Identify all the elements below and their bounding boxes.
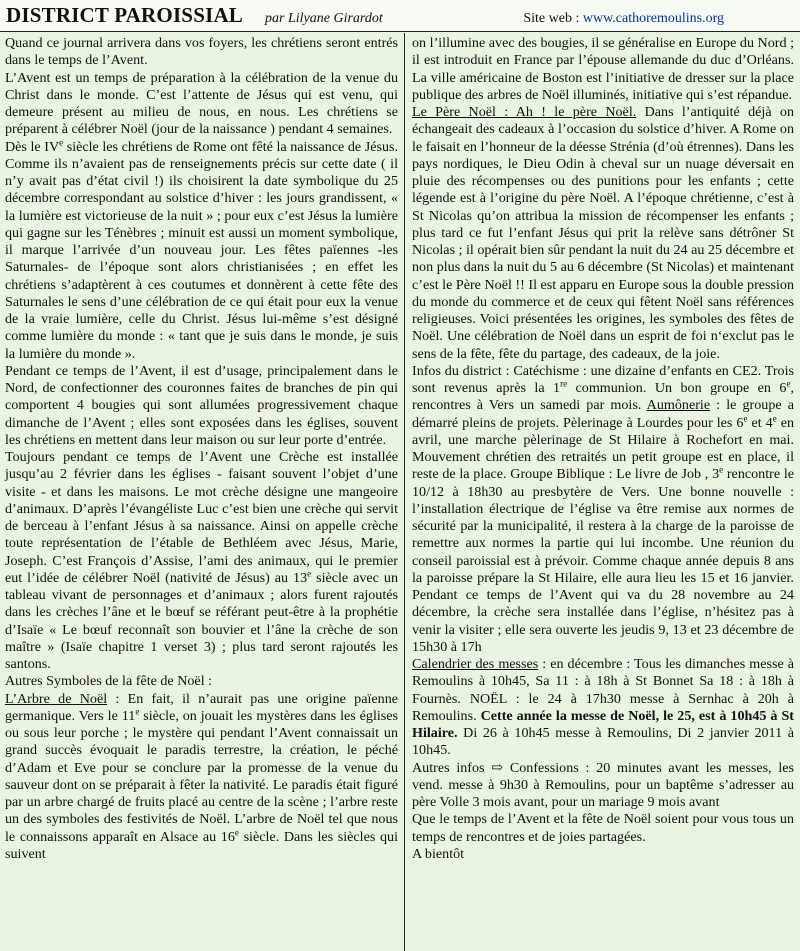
- paragraph-arbre: L’Arbre de Noël : En fait, il n’aurait pas une origine païenne germanique. Vers le 11e siècle, on jouait les mystères dans les églises ou sous leur porche ; le mystère qui pendant l’Avent connaissait un grand succès évoquait le paradis terrestre, la création, le péché d’Adam et Eve pour se conclure par la promesse de la venue du sauveur dont on se préparait à fêter la nativité. Le paradis était figuré par un arbre chargé de fruits placé au centre de la scène ; l’arbre reste un des symboles des festivités de Noël. L’arbre de Noël tel que nous le connaissons apparaît en Alsace au 16e siècle. Dans les siècles qui suivent: [5, 690, 399, 862]
- website-link[interactable]: www.cathoremoulins.org: [582, 11, 724, 26]
- paragraph-arbre-cont: on l’illumine avec des bougies, il se généralise en Europe du Nord ; il est introduit en France par l’épouse allemande du duc d’Orléans. La ville américaine de Boston est l’initiative de dresser sur la place publique des arbres de Noël illuminés, initiative qui s’est répandue.: [412, 35, 794, 103]
- pere-noel-heading: Le Père Noël : Ah ! le père Noël.: [412, 104, 637, 120]
- noel-mass-highlight: Cette année la messe de Noël, le 25, est à 10h45 à St Hilaire.: [412, 707, 794, 741]
- aumonerie-heading: Aumônerie: [646, 397, 711, 414]
- section-title: DISTRICT PAROISSIAL: [6, 3, 244, 27]
- paragraph-autres-infos: Autres infos ⇨ Confessions : 20 minutes avant les messes, les vend. messe à 9h30 à Remoulins, pour un baptême s’adresser au père Volle 3 mois avant, pour un mariage 9 mois avant: [412, 759, 794, 810]
- page-header: [0, 0, 800, 32]
- arbre-heading: L’Arbre de Noël: [5, 690, 108, 707]
- paragraph-pere-noel: Le Père Noël : Ah ! le père Noël. Dans l’antiquité déjà on échangeait des cadeaux à l’occasion du solstice d’hiver. A Rome on le faisait en l’honneur de la déesse Strénia (d’où étrennes). Dans les pays nordiques, le Dieu Odin à cheval sur un nuage déversait en pluie des récompenses ou des punitions pour les enfants ; cette légende est à l’origine du père Noël. A l’époque chrétienne, c’est à St Nicolas qu’on attribua la mission de récompenser les enfants ; plus tard ce fut l’enfant Jésus qui prit la relève sans détrôner St Nicolas ; il opérait bien sûr pendant la nuit du 24 au 25 décembre et non plus dans la nuit du 5 au 6 décembre (St Nicolas) et maintenant c’est le Père Noël !! Il est apparu en Europe sous la double pression du monde du commerce et de ceux qui fêtent Noël sans références religieuses. Voici présentées les origines, les symboles des fêtes de Noël. Une célébration de Noël dans un esprit de foi n‘exclut pas le sens de la fête, fête du partage, des cadeaux, de la joie.: [412, 104, 794, 362]
- author-byline: par Lilyane Girardot: [265, 11, 383, 26]
- left-column: [0, 33, 405, 951]
- paragraph-creche: Toujours pendant ce temps de l’Avent une Crèche est installée jusqu’au 2 février dans les églises - faisant souvent l’objet d’une visite - et dans les maisons. Le mot crèche désigne une mangeoire d’animaux. D’après l’évangéliste Luc c’est bien une crèche qui servit de berceau à l’enfant Jésus à sa naissance. Ainsi on appelle crèche toute représentation de l’étable de Bethléem avec Jésus, Marie, Joseph. C’est François d’Assise, l’ami des animaux, qui le premier eut l’idée de célébrer Noël (nativité de Jésus) au 13e siècle avec un tableau vivant de personnages et d’animaux ; alors furent rajoutés dans les crèches l’âne et le bœuf se référant peut-être à la prophétie d’Isaïe « Le bœuf reconnaît son bouvier et l’âne la crèche de son maître » (Isaïe chapitre 1 verset 3) ; plus tard seront rajoutés les santons.: [5, 449, 398, 672]
- website-label: Site web :: [523, 11, 583, 26]
- website-line: [523, 11, 724, 27]
- paragraph-infos-district: Infos du district : Catéchisme : une dizaine d’enfants en CE2. Trois sont revenus après la 1re communion. Un bon groupe en 6e, rencontres à Vers un samedi par mois. Aumônerie : le groupe a démarré pleins de projets. Pèlerinage à Lourdes pour les 6e et 4e en avril, une marche pèlerinage de St Hilaire à Rochefort en mai. Mouvement chrétien des retraités un petit groupe est en place, il reste de la place. Groupe Biblique : Le livre de Job , 3e rencontre le 10/12 à 18h30 au presbytère de Vers. Une bonne nouvelle : l’installation électrique de l’église va être remise aux normes de sécurité par la municipalité, il restera à la charge de la paroisse de remettre aux normes la partie qui lui incombe. Une réunion du conseil paroissial est à prévoir. Comme chaque année depuis 8 ans la paroisse prépare la St Hilaire, elle aura lieu les 15 et 16 janvier. Pendant ce temps de l’Avent qui va du 28 novembre au 24 décembre, la crèche sera installée dans l’église, n’hésitez pas à venir la visiter ; elle sera ouverte les jeudis 9, 13 et 23 décembre de 15h30 à 17h: [412, 362, 794, 655]
- paragraph-intro: Quand ce journal arrivera dans vos foyers, les chrétiens seront entrés dans le temps de l’Avent.: [5, 35, 398, 69]
- paragraph-couronnes: Pendant ce temps de l’Avent, il est d’usage, principalement dans le Nord, de confectionner des couronnes faites de branches de pin qui comportent 4 bougies qui sont allumées progressivement chaque dimanche de l’Avent ; elles sont exposées dans les églises, souvent les chrétiens en mettent dans leur maison ou sur leur porte d’entrée.: [5, 362, 398, 448]
- paragraph-history: Dès le IVe siècle les chrétiens de Rome ont fêté la naissance de Jésus. Comme ils n’avaient pas de renseignements précis sur cette date ( il n’y avait pas d’état civil !) ils choisirent la date symbolique du 25 décembre correspondant au solstice d’hiver : les jours grandissent, « la lumière est victorieuse de la nuit » ; pour eux c’est Jésus la lumière qui gagne sur les Ténèbres ; minuit est aussi un moment symbolique, il marque l’arrivée d’un nouveau jour. Les fêtes païennes -les Saturnales- de l’époque sont alors christianisées ; en effet les chrétiens s’adaptèrent à ces coutumes et donnèrent à cette fête des Saturnales le sens d’une célébration de ce qui était pour eux la venue de la vraie lumière, celle du Christ. Jésus lui-même s’est désigné comme lumière du monde : « tant que je suis dans le monde, je suis la lumière du monde ».: [5, 136, 399, 362]
- paragraph-calendrier: Calendrier des messes : en décembre : Tous les dimanches messe à Remoulins à 10h45, Sa 11 : à 18h à St Bonnet Sa 18 : à 18h à Fournès. NOËL : le 24 à 17h30 messe à Sernhac à 20h à Remoulins. Cette année la messe de Noël, le 25, est à 10h45 à St Hilaire. Di 26 à 10h45 messe à Remoulins, Di 2 janvier 2011 à 10h45.: [412, 656, 794, 759]
- article-columns: [0, 33, 800, 951]
- arrow-right-icon: ⇨: [491, 759, 504, 776]
- right-column: [405, 33, 800, 951]
- paragraph-signoff: A bientôt: [412, 845, 465, 862]
- paragraph-avent: L’Avent est un temps de préparation à la célébration de la venue du Christ dans le monde. C’est l’attente de Jésus qui est venu, qui demeure présent au milieu de nous, en nous. Les chrétiens se préparent à célébrer Noël (jour de la naissance ) pendant 4 semaines.: [5, 69, 398, 138]
- calendrier-heading: Calendrier des messes: [412, 656, 539, 672]
- paragraph-symbols-heading: Autres Symboles de la fête de Noël :: [5, 673, 213, 690]
- paragraph-closing: Que le temps de l’Avent et la fête de Noël soient pour vous tous un temps de rencontres et de joies partagées.: [412, 811, 794, 845]
